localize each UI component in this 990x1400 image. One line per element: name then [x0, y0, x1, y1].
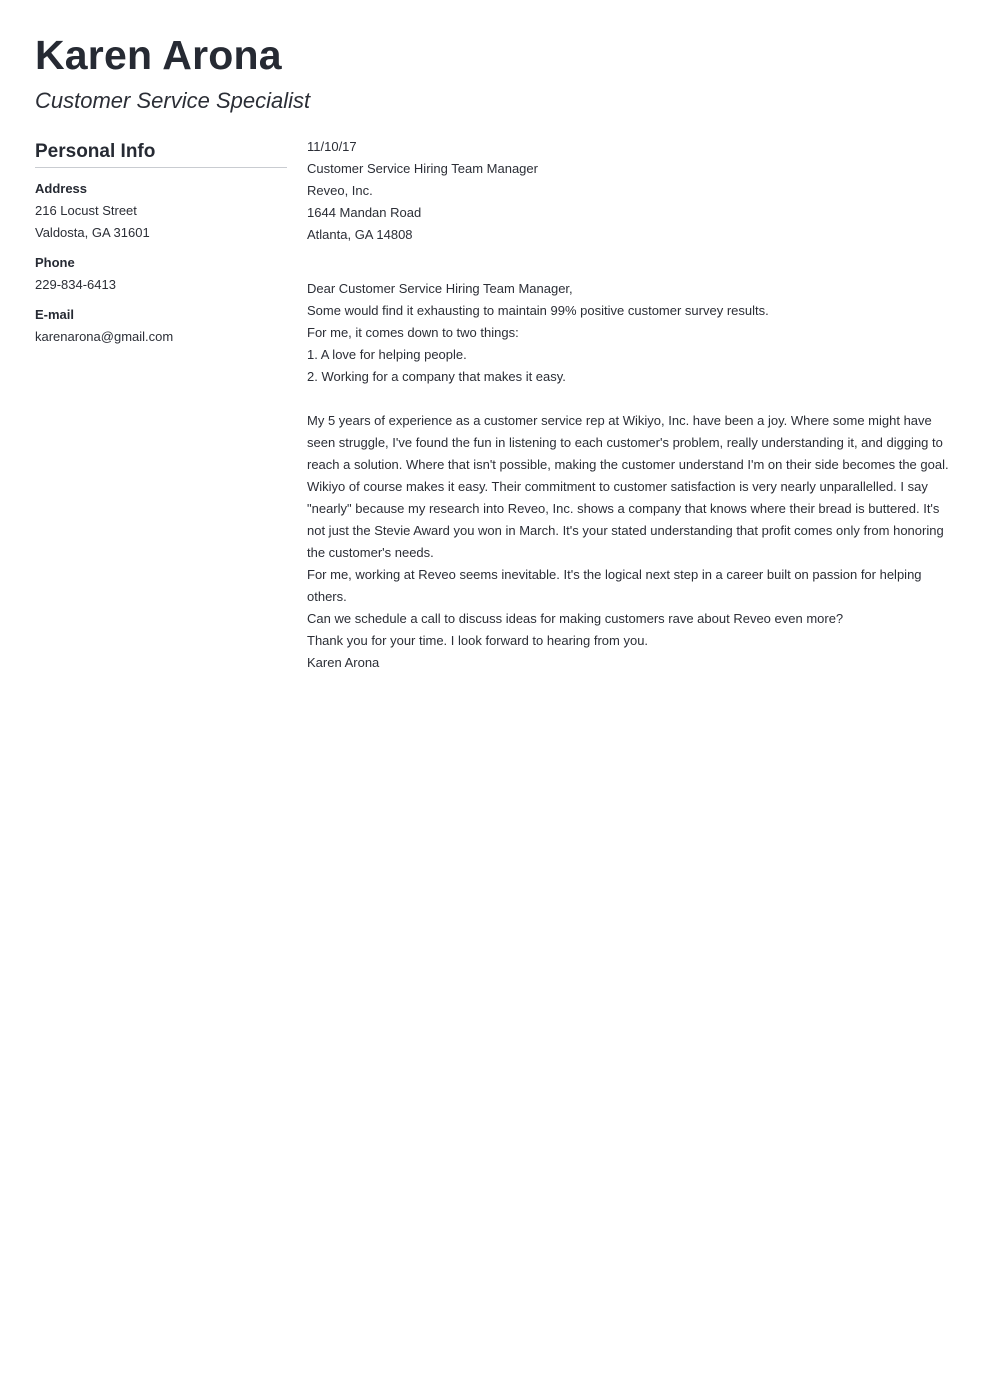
address-block	[35, 178, 287, 244]
job-title: Customer Service Specialist	[35, 88, 311, 113]
list-item: 1. A love for helping people.	[307, 347, 467, 362]
salutation: Dear Customer Service Hiring Team Manager,	[307, 281, 573, 296]
numbered-list	[307, 344, 955, 388]
phone-label: Phone	[35, 255, 75, 270]
cover-letter-body	[307, 136, 955, 674]
signature-name: Karen Arona	[307, 655, 380, 670]
address-line-2: Valdosta, GA 31601	[35, 225, 150, 240]
email-label: E-mail	[35, 307, 75, 322]
recipient-address	[307, 158, 955, 246]
paragraph: Wikiyo of course makes it easy. Their commitment to customer satisfaction is very nearly unparallelled. I say "nearly" because my research into Reveo, Inc. shows a company that knows where their bread is buttered. It's not just the Stevie Award you won in March. It's your stated understanding that profit comes only from honoring the customer's needs.	[307, 479, 944, 560]
email-value: karenarona@gmail.com	[35, 329, 174, 344]
email-block	[35, 304, 287, 348]
paragraph: For me, it comes down to two things:	[307, 325, 519, 340]
list-item: 2. Working for a company that makes it easy.	[307, 369, 566, 384]
paragraph: For me, working at Reveo seems inevitable. It's the logical next step in a career built on passion for helping others.	[307, 567, 922, 604]
closing-paragraph: Thank you for your time. I look forward to hearing from you.	[307, 633, 649, 648]
recipient-line: Customer Service Hiring Team Manager	[307, 161, 538, 176]
recipient-line: 1644 Mandan Road	[307, 205, 422, 220]
paragraph: Some would find it exhausting to maintain 99% positive customer survey results.	[307, 303, 769, 318]
recipient-line: Atlanta, GA 14808	[307, 227, 413, 242]
applicant-name: Karen Arona	[35, 32, 282, 78]
address-label: Address	[35, 181, 88, 196]
personal-info-heading: Personal Info	[35, 138, 287, 168]
personal-info-sidebar	[35, 138, 287, 356]
paragraph: Can we schedule a call to discuss ideas for making customers rave about Reveo even more?	[307, 611, 844, 626]
address-line-1: 216 Locust Street	[35, 203, 137, 218]
paragraph: My 5 years of experience as a customer service rep at Wikiyo, Inc. have been a joy. Where some might have seen struggle, I've found the fun in listening to each customer's problem, really understanding it, and digging to reach a solution. Where that isn't possible, making the customer understand I'm on their side becomes the goal.	[307, 413, 949, 472]
resume-header	[35, 28, 310, 116]
letter-date: 11/10/17	[307, 139, 357, 154]
phone-value: 229-834-6413	[35, 277, 116, 292]
phone-block	[35, 252, 287, 296]
recipient-line: Reveo, Inc.	[307, 183, 373, 198]
